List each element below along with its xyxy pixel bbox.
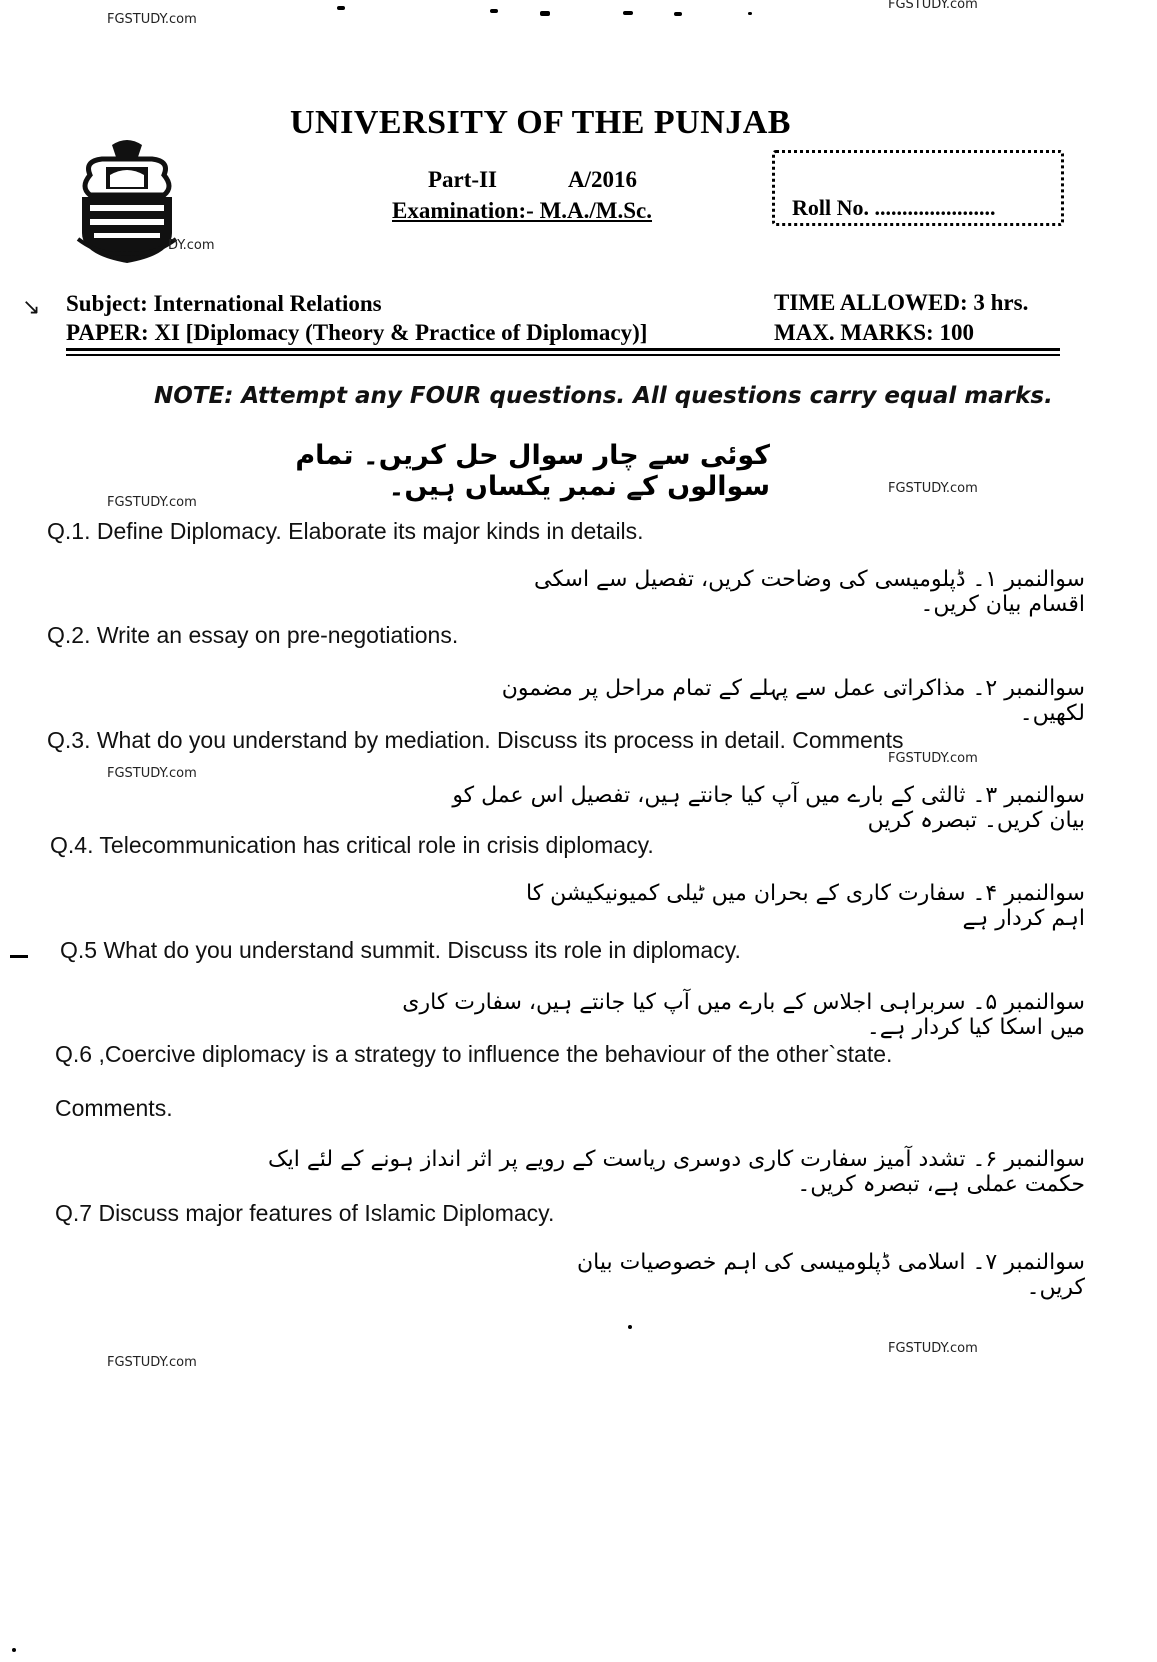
margin-tick-mark: ↘ (22, 294, 41, 319)
note-english: NOTE: Attempt any FOUR questions. All questions carry equal marks. (154, 383, 1053, 409)
scan-speck (490, 9, 498, 13)
part-label: Part-II (428, 167, 497, 192)
university-crest-logo (72, 135, 182, 265)
session-label: A/2016 (568, 167, 637, 192)
question-1-en: Q.1. Define Diplomacy. Elaborate its major kinds in details. (47, 518, 644, 544)
university-title: UNIVERSITY OF THE PUNJAB (290, 104, 791, 141)
margin-mark (10, 955, 28, 958)
subject-label: Subject: International Relations (66, 291, 382, 316)
question-7-ur: سوالنمبر ۷۔ اسلامی ڈپلومیسی کی اہم خصوصیات بیان کریں۔ (576, 1250, 1085, 1300)
watermark: FGSTUDY.com (888, 481, 978, 496)
scan-speck (674, 12, 682, 16)
question-4-en: Q.4. Telecommunication has critical role in crisis diplomacy. (50, 832, 654, 858)
scan-speck (12, 1648, 16, 1652)
time-allowed: TIME ALLOWED: 3 hrs. (774, 290, 1029, 315)
scan-speck (748, 12, 752, 15)
watermark-fragment: DY.com (168, 238, 215, 253)
scan-speck (628, 1325, 632, 1329)
question-6-en-continued: Comments. (55, 1095, 173, 1121)
paper-label: PAPER: XI [Diplomacy (Theory & Practice of Diplomacy)] (66, 320, 648, 345)
question-7-en: Q.7 Discuss major features of Islamic Diplomacy. (55, 1200, 555, 1226)
divider (66, 354, 1060, 356)
divider (66, 348, 1060, 351)
question-2-en: Q.2. Write an essay on pre-negotiations. (47, 622, 459, 648)
question-1-ur: سوالنمبر ۱۔ ڈپلومیسی کی وضاحت کریں، تفصیل سے اسکی اقسام بیان کریں۔ (534, 567, 1085, 617)
roll-number-field: Roll No. ...................... (792, 195, 996, 220)
question-4-ur: سوالنمبر ۴۔ سفارت کاری کے بحران میں ٹیلی کمیونیکیشن کا اہم کردار ہے (526, 881, 1085, 931)
question-3-en: Q.3. What do you understand by mediation. Discuss its process in detail. Comments (47, 727, 904, 753)
watermark: FGSTUDY.com (107, 766, 197, 781)
watermark: FGSTUDY.com (107, 1355, 197, 1370)
watermark: FGSTUDY.com (107, 12, 197, 27)
watermark: FGSTUDY.com (888, 751, 978, 766)
note-urdu: کوئی سے چار سوال حل کریں۔ تمام سوالوں کے نمبر یکساں ہیں۔ (295, 440, 770, 502)
watermark: FGSTUDY.com (888, 1341, 978, 1356)
crest-icon (72, 135, 182, 265)
scan-speck (337, 6, 345, 10)
question-6-en: Q.6 ,Coercive diplomacy is a strategy to influence the behaviour of the other`state. (55, 1041, 893, 1067)
question-2-ur: سوالنمبر ۲۔ مذاکراتی عمل سے پہلے کے تمام مراحل پر مضمون لکھیں۔ (501, 676, 1085, 726)
examination-label: Examination:- M.A./M.Sc. (392, 198, 653, 223)
watermark: FGSTUDY.com (888, 0, 978, 12)
question-6-ur: سوالنمبر ۶۔ تشدد آمیز سفارت کاری دوسری ریاست کے رویے پر اثر انداز ہونے کے لئے ایک حکمت عملی ہے، تبصرہ کریں۔ (267, 1147, 1085, 1197)
watermark: FGSTUDY.com (107, 495, 197, 510)
question-5-en: Q.5 What do you understand summit. Discuss its role in diplomacy. (60, 937, 741, 963)
max-marks: MAX. MARKS: 100 (774, 320, 974, 345)
scan-speck (623, 11, 633, 15)
scan-speck (540, 11, 550, 16)
question-5-ur: سوالنمبر ۵۔ سربراہی اجلاس کے بارے میں آپ کیا جانتے ہیں، سفارت کاری میں اسکا کیا کردار ہے۔ (402, 990, 1085, 1040)
question-3-ur: سوالنمبر ۳۔ ثالثی کے بارے میں آپ کیا جانتے ہیں، تفصیل اس عمل کو بیان کریں۔ تبصرہ کریں (452, 783, 1085, 833)
